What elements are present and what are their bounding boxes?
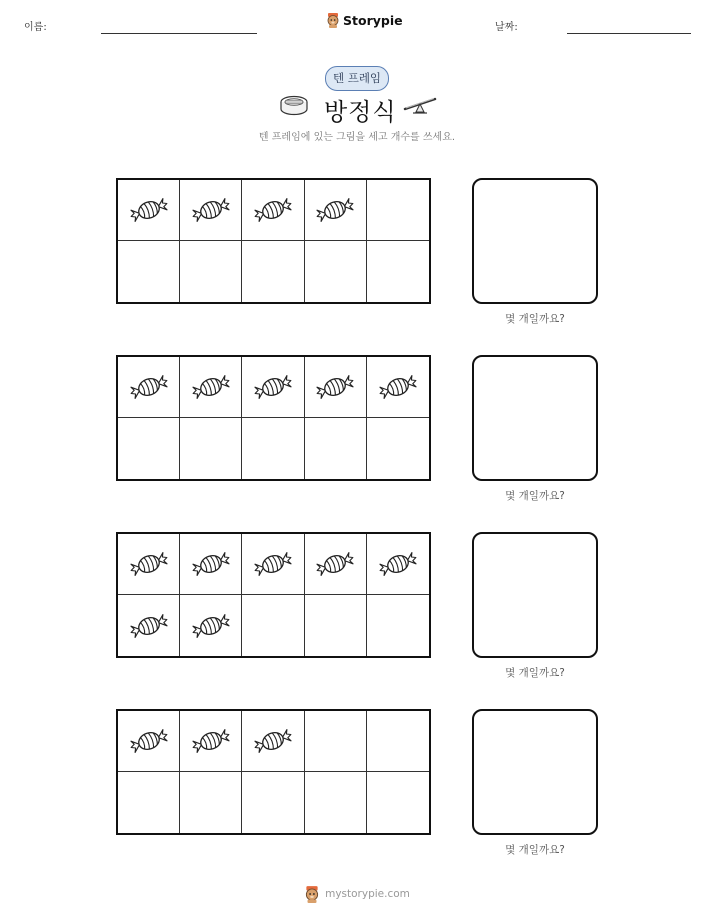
ten-frame-cell <box>118 241 180 302</box>
ten-frame <box>116 532 431 658</box>
candy-icon <box>378 549 418 579</box>
tin-can-icon <box>279 94 309 118</box>
ten-frame-cell <box>118 534 180 595</box>
candy-icon <box>191 611 231 641</box>
ten-frame-cell <box>367 357 429 418</box>
ten-frame <box>116 355 431 481</box>
ten-frame-cell <box>305 534 367 595</box>
ten-frame-cell <box>242 711 304 772</box>
instructions: 텐 프레임에 있는 그림을 세고 개수를 쓰세요. <box>258 132 456 143</box>
ten-frame-cell <box>180 772 242 833</box>
footer-site: mystorypie.com <box>325 888 410 900</box>
candy-icon <box>129 372 169 402</box>
ten-frame-cell <box>180 357 242 418</box>
question-label: 몇 개일까요? <box>505 844 565 856</box>
candy-icon <box>191 549 231 579</box>
ten-frame-cell <box>242 595 304 656</box>
candy-icon <box>129 611 169 641</box>
ten-frame-cell <box>242 534 304 595</box>
answer-box[interactable] <box>472 532 598 658</box>
ten-frame-cell <box>242 180 304 241</box>
question-label: 몇 개일까요? <box>505 667 565 679</box>
date-line[interactable] <box>567 33 691 34</box>
name-label: 이름: <box>24 22 47 33</box>
ten-frame-cell <box>367 595 429 656</box>
ten-frame-cell <box>118 595 180 656</box>
footer <box>0 885 714 903</box>
ten-frame-cell <box>242 357 304 418</box>
question-label: 몇 개일까요? <box>505 490 565 502</box>
ten-frame-cell <box>118 711 180 772</box>
ten-frame-cell <box>367 418 429 479</box>
question-label: 몇 개일까요? <box>505 313 565 325</box>
ten-frame-cell <box>305 241 367 302</box>
ten-frame-cell <box>118 418 180 479</box>
answer-box[interactable] <box>472 178 598 304</box>
candy-icon <box>378 372 418 402</box>
candy-icon <box>253 372 293 402</box>
ten-frame-cell <box>180 595 242 656</box>
name-line[interactable] <box>101 33 257 34</box>
ten-frame-cell <box>242 772 304 833</box>
ten-frame-cell <box>118 180 180 241</box>
page-title: 방정식 <box>324 98 397 126</box>
ten-frame-cell <box>180 180 242 241</box>
candy-icon <box>129 726 169 756</box>
ten-frame-cell <box>242 418 304 479</box>
topic-badge: 텐 프레임 <box>325 66 389 91</box>
ten-frame-cell <box>367 534 429 595</box>
seesaw-icon <box>403 95 437 115</box>
ten-frame-cell <box>367 180 429 241</box>
candy-icon <box>253 195 293 225</box>
ten-frame-cell <box>118 772 180 833</box>
ten-frame-cell <box>305 357 367 418</box>
candy-icon <box>129 195 169 225</box>
candy-icon <box>191 195 231 225</box>
candy-icon <box>191 372 231 402</box>
ten-frame-cell <box>367 711 429 772</box>
candy-icon <box>315 549 355 579</box>
bear-mascot-icon <box>304 885 320 903</box>
candy-icon <box>253 549 293 579</box>
answer-box[interactable] <box>472 355 598 481</box>
ten-frame-cell <box>367 241 429 302</box>
candy-icon <box>315 372 355 402</box>
brand-logo <box>326 12 403 28</box>
ten-frame-cell <box>367 772 429 833</box>
ten-frame <box>116 709 431 835</box>
ten-frame-cell <box>242 241 304 302</box>
ten-frame-cell <box>305 772 367 833</box>
candy-icon <box>191 726 231 756</box>
ten-frame-cell <box>305 180 367 241</box>
ten-frame-cell <box>180 534 242 595</box>
ten-frame <box>116 178 431 304</box>
ten-frame-cell <box>305 711 367 772</box>
bear-mascot-icon <box>326 12 340 28</box>
ten-frame-cell <box>305 595 367 656</box>
candy-icon <box>315 195 355 225</box>
ten-frame-cell <box>180 241 242 302</box>
answer-box[interactable] <box>472 709 598 835</box>
date-label: 날짜: <box>495 22 518 33</box>
ten-frame-cell <box>180 711 242 772</box>
candy-icon <box>253 726 293 756</box>
brand-name: Storypie <box>343 12 403 28</box>
ten-frame-cell <box>180 418 242 479</box>
ten-frame-cell <box>305 418 367 479</box>
ten-frame-cell <box>118 357 180 418</box>
candy-icon <box>129 549 169 579</box>
